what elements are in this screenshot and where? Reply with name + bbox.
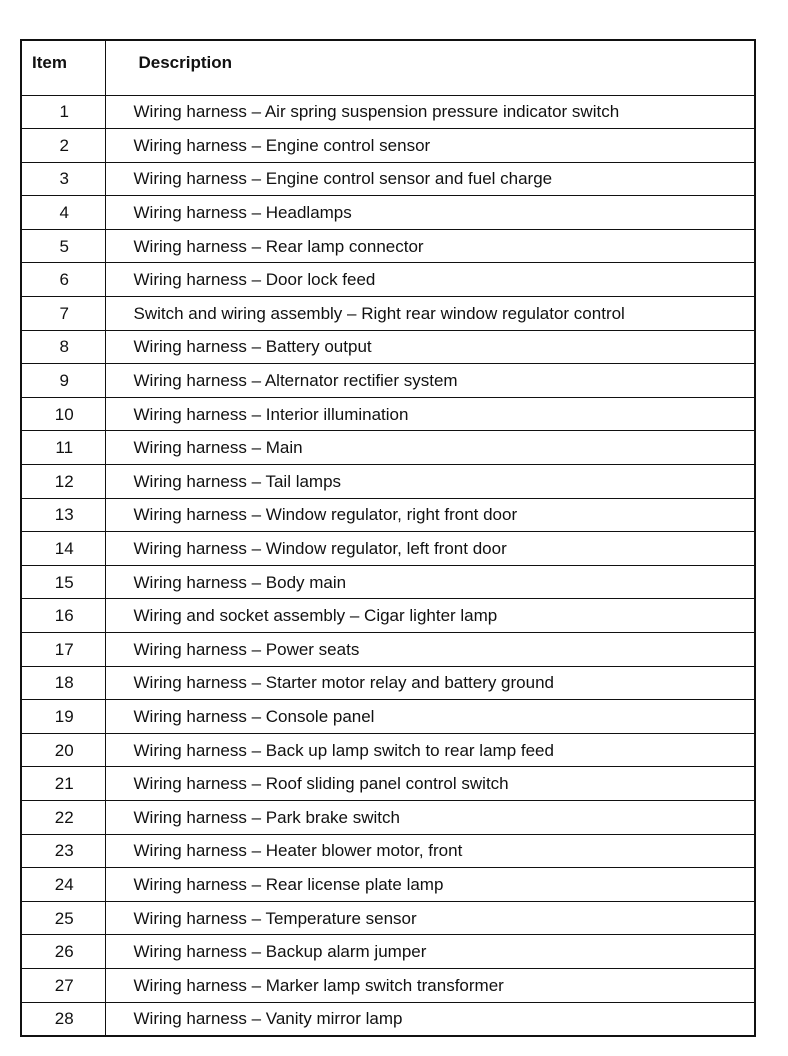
item-number-cell: 24 xyxy=(21,868,105,902)
description-cell: Wiring harness – Temperature sensor xyxy=(105,901,755,935)
table-row xyxy=(21,364,755,398)
description-cell: Wiring harness – Back up lamp switch to rear lamp feed xyxy=(105,733,755,767)
item-number-cell: 9 xyxy=(21,364,105,398)
description-cell: Wiring harness – Headlamps xyxy=(105,196,755,230)
table-row xyxy=(21,397,755,431)
table-row xyxy=(21,767,755,801)
description-cell: Wiring harness – Interior illumination xyxy=(105,397,755,431)
table-row xyxy=(21,297,755,331)
table-row xyxy=(21,229,755,263)
description-cell: Wiring harness – Rear license plate lamp xyxy=(105,868,755,902)
item-number-cell: 3 xyxy=(21,162,105,196)
table-row xyxy=(21,532,755,566)
table-row xyxy=(21,1002,755,1036)
item-number-cell: 13 xyxy=(21,498,105,532)
table-row xyxy=(21,733,755,767)
item-number-cell: 22 xyxy=(21,800,105,834)
table-row xyxy=(21,599,755,633)
description-cell: Wiring harness – Tail lamps xyxy=(105,465,755,499)
description-cell: Wiring harness – Console panel xyxy=(105,700,755,734)
description-cell: Wiring harness – Engine control sensor xyxy=(105,129,755,163)
item-number-cell: 23 xyxy=(21,834,105,868)
table-row xyxy=(21,330,755,364)
item-number-cell: 17 xyxy=(21,633,105,667)
description-cell: Wiring harness – Starter motor relay and battery ground xyxy=(105,666,755,700)
description-cell: Wiring and socket assembly – Cigar lighter lamp xyxy=(105,599,755,633)
table-row xyxy=(21,868,755,902)
item-number-cell: 14 xyxy=(21,532,105,566)
item-number-cell: 11 xyxy=(21,431,105,465)
description-cell: Wiring harness – Heater blower motor, front xyxy=(105,834,755,868)
item-number-cell: 27 xyxy=(21,968,105,1002)
item-number-cell: 15 xyxy=(21,565,105,599)
table-row xyxy=(21,700,755,734)
description-cell: Wiring harness – Marker lamp switch transformer xyxy=(105,968,755,1002)
description-cell: Wiring harness – Rear lamp connector xyxy=(105,229,755,263)
description-cell: Wiring harness – Window regulator, right front door xyxy=(105,498,755,532)
description-cell: Wiring harness – Body main xyxy=(105,565,755,599)
item-number-cell: 18 xyxy=(21,666,105,700)
description-cell: Wiring harness – Park brake switch xyxy=(105,800,755,834)
table-row xyxy=(21,431,755,465)
description-cell: Wiring harness – Window regulator, left front door xyxy=(105,532,755,566)
item-number-cell: 7 xyxy=(21,297,105,331)
item-number-cell: 16 xyxy=(21,599,105,633)
header-description: Description xyxy=(105,40,755,95)
item-number-cell: 6 xyxy=(21,263,105,297)
description-cell: Wiring harness – Main xyxy=(105,431,755,465)
item-number-cell: 12 xyxy=(21,465,105,499)
table-row xyxy=(21,162,755,196)
table-row xyxy=(21,834,755,868)
item-number-cell: 1 xyxy=(21,95,105,129)
description-cell: Wiring harness – Power seats xyxy=(105,633,755,667)
item-number-cell: 8 xyxy=(21,330,105,364)
item-number-cell: 5 xyxy=(21,229,105,263)
table-body xyxy=(21,95,755,1036)
item-number-cell: 2 xyxy=(21,129,105,163)
table-row xyxy=(21,565,755,599)
item-number-cell: 25 xyxy=(21,901,105,935)
item-number-cell: 10 xyxy=(21,397,105,431)
description-cell: Wiring harness – Air spring suspension pressure indicator switch xyxy=(105,95,755,129)
description-cell: Wiring harness – Door lock feed xyxy=(105,263,755,297)
item-number-cell: 28 xyxy=(21,1002,105,1036)
description-cell: Wiring harness – Roof sliding panel control switch xyxy=(105,767,755,801)
description-cell: Wiring harness – Vanity mirror lamp xyxy=(105,1002,755,1036)
description-cell: Switch and wiring assembly – Right rear window regulator control xyxy=(105,297,755,331)
table-header xyxy=(21,40,755,95)
item-number-cell: 20 xyxy=(21,733,105,767)
header-row xyxy=(21,40,755,95)
description-cell: Wiring harness – Battery output xyxy=(105,330,755,364)
table-row xyxy=(21,263,755,297)
table-row xyxy=(21,968,755,1002)
table-row xyxy=(21,800,755,834)
table-row xyxy=(21,935,755,969)
description-cell: Wiring harness – Backup alarm jumper xyxy=(105,935,755,969)
table-row xyxy=(21,95,755,129)
wiring-harness-table xyxy=(20,39,756,1037)
table-row xyxy=(21,129,755,163)
table-row xyxy=(21,498,755,532)
table-row xyxy=(21,901,755,935)
table-row xyxy=(21,465,755,499)
header-item: Item xyxy=(21,40,105,95)
item-number-cell: 21 xyxy=(21,767,105,801)
description-cell: Wiring harness – Engine control sensor and fuel charge xyxy=(105,162,755,196)
table-row xyxy=(21,666,755,700)
item-number-cell: 4 xyxy=(21,196,105,230)
description-cell: Wiring harness – Alternator rectifier system xyxy=(105,364,755,398)
table-row xyxy=(21,633,755,667)
item-number-cell: 19 xyxy=(21,700,105,734)
item-number-cell: 26 xyxy=(21,935,105,969)
table-row xyxy=(21,196,755,230)
